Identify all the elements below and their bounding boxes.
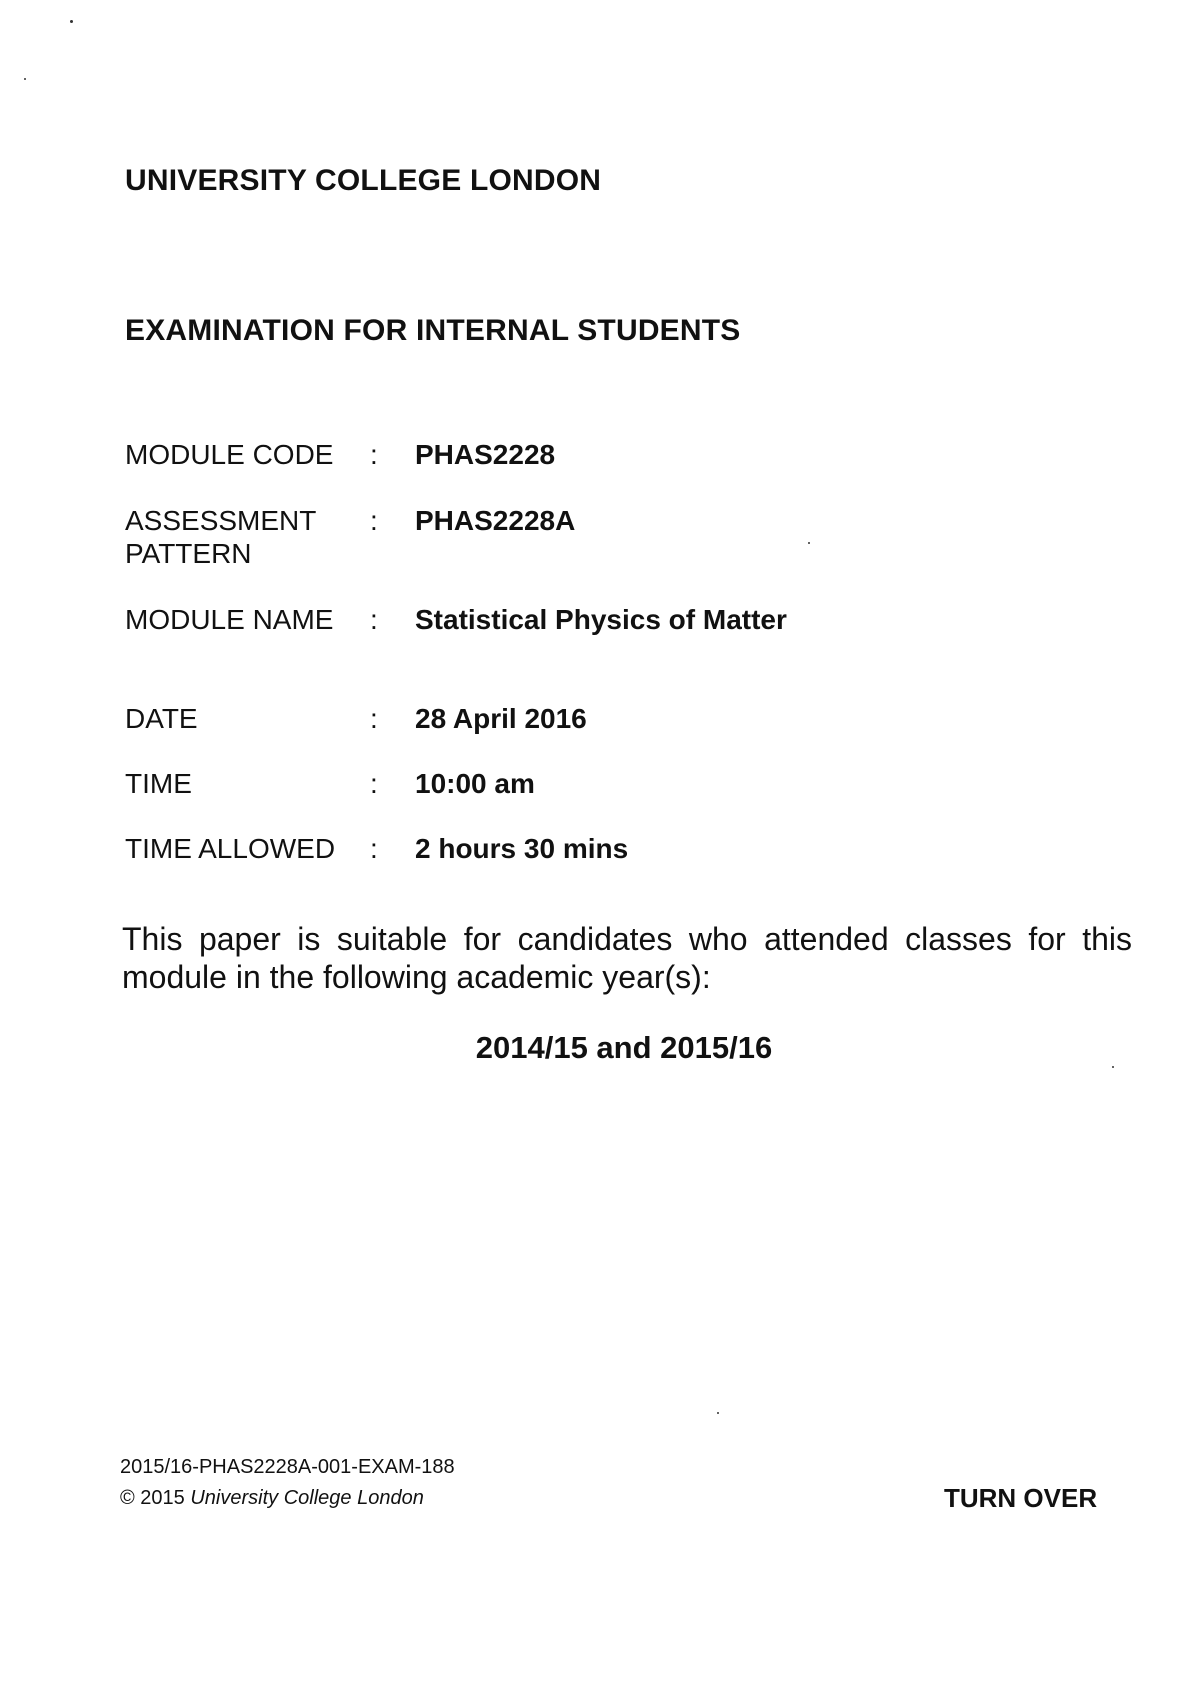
detail-value: 2 hours 30 mins — [415, 833, 629, 864]
suitability-paragraph: This paper is suitable for candidates who attended classes for this module in the following academic year(s): — [122, 921, 1132, 995]
detail-separator: : — [370, 768, 378, 799]
detail-label: TIME — [125, 768, 192, 799]
exam-type-heading: EXAMINATION FOR INTERNAL STUDENTS — [125, 314, 741, 347]
detail-value: 10:00 am — [415, 768, 535, 799]
detail-separator: : — [370, 604, 378, 635]
detail-label: MODULE NAME — [125, 604, 334, 635]
copyright-organization: University College London — [190, 1487, 424, 1509]
detail-value: PHAS2228 — [415, 439, 556, 470]
detail-separator: : — [370, 505, 378, 536]
detail-value: 28 April 2016 — [415, 703, 587, 734]
detail-label: MODULE CODE — [125, 439, 334, 470]
scan-speck — [70, 20, 73, 23]
scan-speck — [1112, 1066, 1114, 1068]
turn-over-label: TURN OVER — [944, 1483, 1098, 1513]
detail-value: PHAS2228A — [415, 505, 576, 536]
detail-label: DATE — [125, 703, 198, 734]
detail-separator: : — [370, 703, 378, 734]
exam-reference-code: 2015/16-PHAS2228A-001-EXAM-188 — [120, 1456, 455, 1478]
scan-speck — [808, 542, 810, 544]
academic-years: 2014/15 and 2015/16 — [475, 1030, 773, 1065]
detail-value: Statistical Physics of Matter — [415, 604, 787, 635]
copyright-prefix: © 2015 — [120, 1487, 185, 1509]
detail-label: ASSESSMENT PATTERN — [125, 505, 316, 569]
detail-separator: : — [370, 439, 378, 470]
scan-speck — [717, 1412, 719, 1414]
detail-separator: : — [370, 833, 378, 864]
copyright-line — [120, 1486, 424, 1510]
scan-speck — [24, 78, 26, 80]
institution-heading: UNIVERSITY COLLEGE LONDON — [125, 164, 602, 197]
detail-label: TIME ALLOWED — [125, 833, 336, 864]
